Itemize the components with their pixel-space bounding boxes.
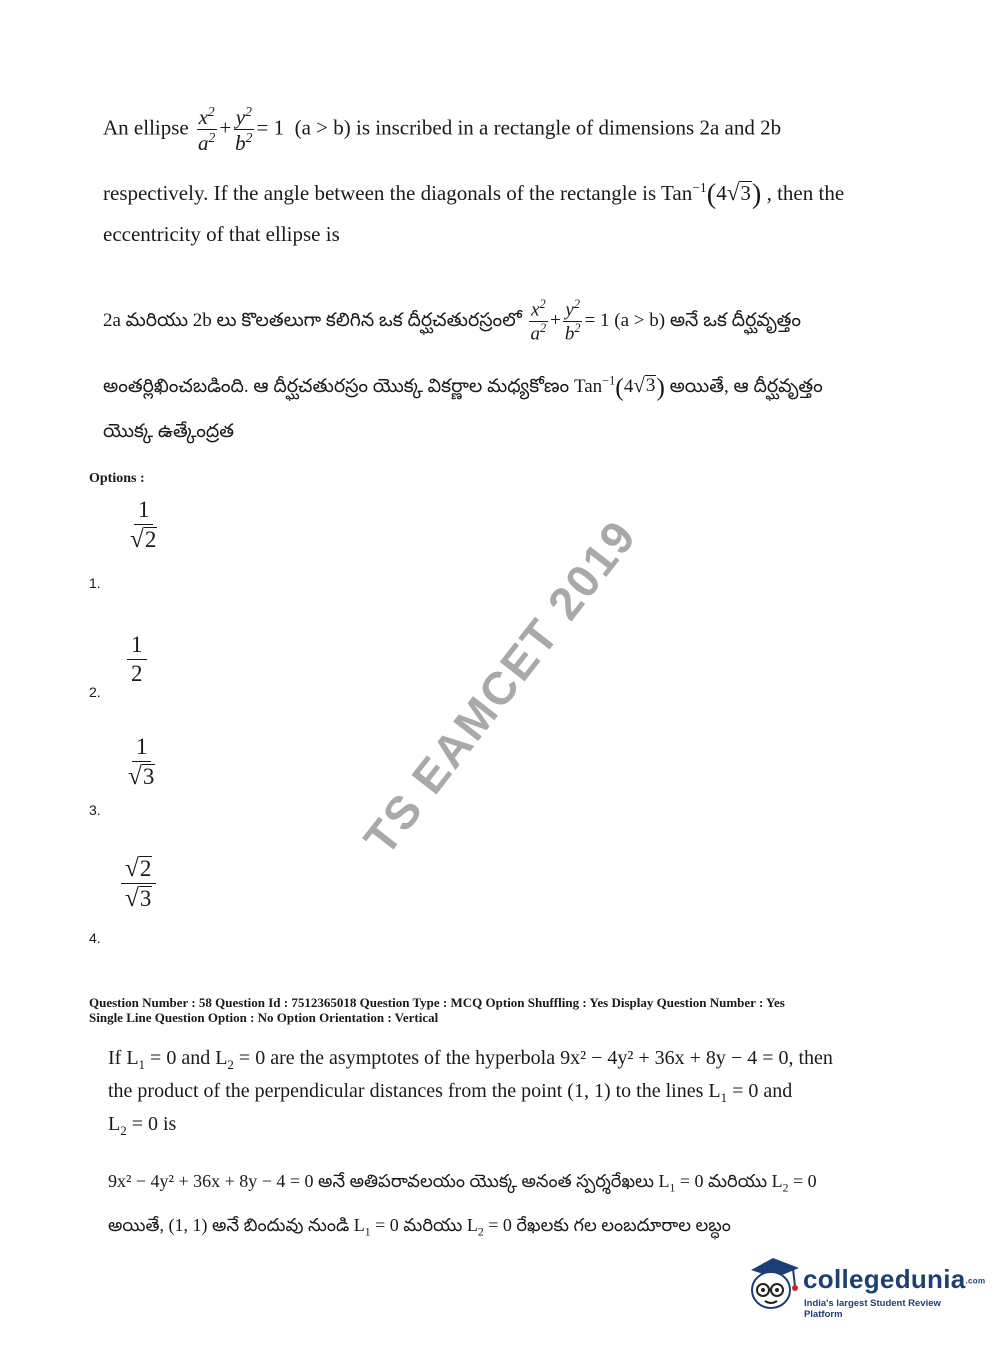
option-3-number[interactable]: 3.: [89, 802, 101, 818]
option-2-number[interactable]: 2.: [89, 684, 101, 700]
brand-name: collegedunia.com: [803, 1264, 986, 1294]
text: యొక్క ఉత్కేంద్రత: [103, 421, 235, 442]
text: An ellipse: [103, 115, 189, 140]
equals-one: = 1: [584, 310, 610, 332]
fraction-y2-b2: $\frac{y^2}{b^2}$: [564, 297, 581, 345]
text: eccentricity of that ellipse is: [103, 222, 340, 246]
text: అంతర్లిఖించబడింది. ఆ దీర్ఘచతురస్రం యొక్క వికర్ణాల మధ్యకోణం: [103, 375, 570, 397]
question-58-en-line2: the product of the perpendicular distances from the point (1, 1) to the lines $L_1 = 0$ and: [108, 1080, 793, 1105]
mascot-icon: [743, 1252, 803, 1314]
tan-inverse-expression: Tan$^{-1}$(4 √ 3 ): [573, 372, 665, 401]
option-4-fraction[interactable]: √ 2 √ 3: [121, 856, 156, 912]
text: respectively. If the angle between the diagonals of the rectangle is: [103, 180, 657, 205]
text: అయితే, ఆ దీర్ఘవృత్తం: [669, 375, 823, 397]
text: 2a మరియు 2b లు కొలతలుగా కలిగిన ఒక దీర్ఘచతురస్రంలో: [103, 310, 522, 332]
question-58-te: [108, 1163, 868, 1250]
question-58-en-line3: $L_2 = 0$ is: [108, 1113, 177, 1138]
watermark: TS EAMCET 2019: [353, 509, 647, 865]
equals-one: = 1: [256, 115, 285, 140]
question-57-te-line1: 2a మరియు 2b లు కొలతలుగా కలిగిన ఒక దీర్ఘచతురస్రంలో $\frac{x^2}{a^2}$ + $\frac{y^2}{b^2}$ = 1 (a > b) అనే ఒక దీర్ఘవృత్తం: [103, 297, 802, 345]
option-1-number[interactable]: 1.: [89, 575, 101, 591]
collegedunia-logo[interactable]: [743, 1250, 986, 1320]
option-2-fraction[interactable]: $\frac{1}{2}$: [127, 633, 147, 686]
question-58-te-line1: 9x² − 4y² + 36x + 8y − 4 = 0 అనే అతిపరావలయం యొక్క అనంత స్పర్శరేఖలు $L_1 = 0$ మరియు $L_2 = 0$: [108, 1171, 817, 1195]
brand-suffix: .com: [965, 1276, 986, 1286]
text: (a > b) is inscribed in a rectangle of dimensions 2a and 2b: [294, 115, 782, 140]
fraction-y2-b2: $\frac{y^2}{b^2}$: [235, 104, 253, 156]
tan-inverse-expression: Tan$^{-1}$(4 √ 3 ): [661, 178, 762, 210]
option-4-number[interactable]: 4.: [89, 930, 101, 946]
question-57-en-line3: [103, 222, 340, 247]
question-57-en-line1: An ellipse $\frac{x^2}{a^2}$ + $\frac{y^2}{b^2}$ = 1 (a > b) is inscribed in a rectangle of dimensions 2a and 2b: [103, 104, 782, 156]
question-58-meta-line2: Single Line Question Option : No Option Orientation : Vertical: [89, 1010, 439, 1025]
question-58-en: [108, 1045, 868, 1144]
question-58-meta-line1: Question Number : 58 Question Id : 7512365018 Question Type : MCQ Option Shuffling : Yes Display Question Number : Yes: [89, 995, 785, 1010]
fraction-x2-a2: $\frac{x^2}{a^2}$: [530, 297, 547, 345]
question-58-en-line1: If $L_1 = 0$ and $L_2 = 0$ are the asymptotes of the hyperbola 9x² − 4y² + 36x + 8y − 4 = 0, then: [108, 1047, 833, 1072]
question-58-meta: [89, 995, 969, 1025]
question-58-te-line2: అయితే, (1, 1) అనే బిందువు నుండి $L_1 = 0$ మరియు $L_2 = 0$ రేఖలకు గల లంబదూరాల లబ్ధం: [108, 1214, 731, 1239]
brand-tagline: India's largest Student Review Platform: [804, 1298, 941, 1320]
options-label: Options :: [89, 471, 145, 486]
question-57-en-line2: [103, 178, 893, 212]
question-57-te-line3: [103, 421, 234, 444]
option-3-fraction[interactable]: 1 √ 3: [128, 734, 155, 791]
option-1-fraction[interactable]: 1 √ 2: [130, 497, 157, 554]
text: , then the: [766, 180, 845, 205]
fraction-x2-a2: $\frac{x^2}{a^2}$: [197, 104, 216, 156]
text: (a > b) అనే ఒక దీర్ఘవృత్తం: [614, 310, 802, 332]
question-57-te-line2: [103, 372, 893, 403]
